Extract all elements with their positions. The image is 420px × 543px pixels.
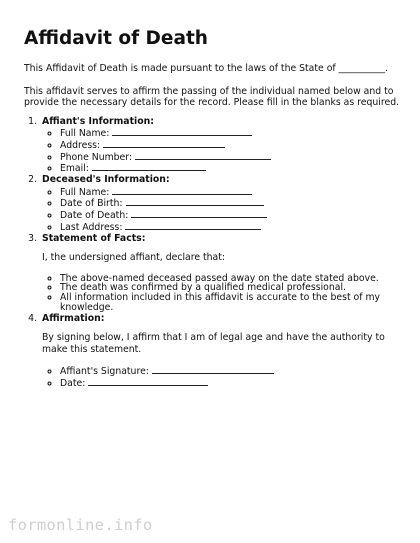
affiant-full-name-label: Full Name: [60, 128, 110, 140]
deceased-fields [42, 186, 404, 233]
facts-lead: I, the undersigned affiant, declare that: [42, 252, 226, 264]
deceased-dod-field [60, 209, 404, 221]
affiant-email-field [60, 162, 404, 174]
deceased-last-address-field [60, 221, 404, 233]
affiant-fields [42, 127, 404, 174]
affiant-heading: Affiant's Information: [42, 115, 154, 127]
deceased-last-address-label: Last Address: [60, 221, 123, 233]
deceased-heading: Deceased's Information: [42, 174, 170, 186]
facts-item: ◦ The above-named deceased passed away on the date stated above. [60, 274, 404, 284]
facts-item: ◦ All information included in this affidavit is accurate to the best of my knowledge. [60, 293, 404, 312]
deceased-dob-label: Date of Birth: [60, 198, 123, 210]
document-title: Affidavit of Death [24, 28, 208, 49]
purpose-paragraph: This affidavit serves to affirm the passing of the individual named below and to provide the necessary details for the record. Please fill in the blanks as required. [24, 85, 400, 109]
affiant-email-blank[interactable] [92, 162, 206, 171]
date-field [60, 377, 404, 389]
affirmation-fields [42, 365, 404, 388]
signature-blank[interactable] [152, 365, 274, 374]
deceased-dod-blank[interactable] [131, 209, 267, 218]
facts-item: ◦ The death was confirmed by a qualified medical professional. [60, 283, 404, 293]
deceased-dob-field [60, 197, 404, 209]
deceased-full-name-field [60, 186, 404, 198]
affiant-address-label: Address: [60, 140, 101, 152]
deceased-dod-label: Date of Death: [60, 210, 129, 222]
deceased-full-name-label: Full Name: [60, 186, 110, 198]
affiant-phone-label: Phone Number: [60, 151, 133, 163]
affiant-address-field [60, 139, 404, 151]
affirmation-text: By signing below, I affirm that I am of legal age and have the authority to make this statement. [42, 332, 385, 355]
affirmation-heading: Affirmation: [42, 312, 105, 324]
deceased-section [40, 174, 404, 232]
affiant-full-name-field [60, 127, 404, 139]
signature-label: Affiant's Signature: [60, 366, 149, 378]
affiant-phone-blank[interactable] [135, 151, 271, 160]
affiant-phone-field [60, 151, 404, 163]
deceased-full-name-blank[interactable] [112, 186, 252, 195]
signature-field [60, 365, 404, 377]
facts-heading: Statement of Facts: [42, 232, 146, 244]
intro-paragraph: This Affidavit of Death is made pursuant to the laws of the State of __________. [24, 63, 389, 74]
affirmation-section [40, 313, 404, 389]
deceased-last-address-blank[interactable] [125, 221, 261, 230]
affiant-section [40, 116, 404, 174]
affiant-address-blank[interactable] [103, 139, 225, 148]
facts-section [40, 233, 404, 313]
date-blank[interactable] [88, 377, 208, 386]
section-list [24, 116, 404, 389]
affiant-email-label: Email: [60, 163, 89, 175]
facts-items [42, 274, 404, 313]
watermark: formonline.info [8, 516, 153, 534]
date-label: Date: [60, 378, 86, 390]
affiant-full-name-blank[interactable] [112, 127, 252, 136]
deceased-dob-blank[interactable] [126, 197, 264, 206]
document-page [24, 28, 404, 389]
